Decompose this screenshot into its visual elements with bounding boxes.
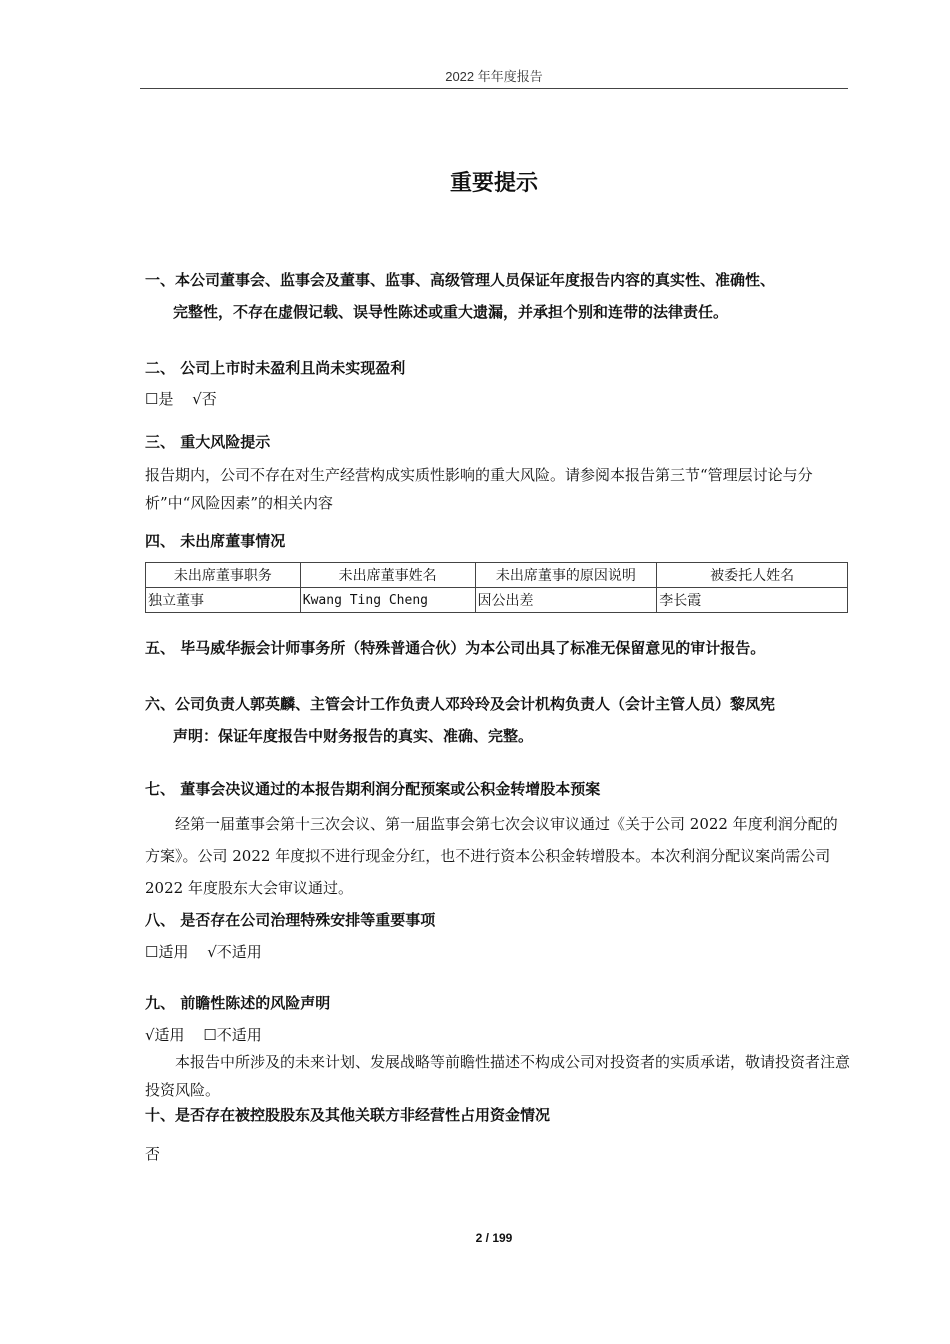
section-9-options bbox=[145, 1023, 850, 1047]
section-1-line2: 完整性，不存在虚假记载、误导性陈述或重大遗漏，并承担个别和连带的法律责任。 bbox=[173, 303, 729, 321]
column-header: 未出席董事姓名 bbox=[300, 563, 475, 588]
section-6 bbox=[145, 688, 850, 752]
absent-directors-table bbox=[145, 562, 848, 613]
page-header: 2022 年年度报告 bbox=[445, 69, 543, 84]
section-10-answer: 否 bbox=[145, 1145, 161, 1163]
option-yes: ☐是 bbox=[145, 390, 174, 408]
section-8-options bbox=[145, 940, 850, 964]
section-8-heading: 八、 是否存在公司治理特殊安排等重要事项 bbox=[145, 911, 436, 929]
section-1 bbox=[145, 264, 850, 328]
section-3-heading: 三、 重大风险提示 bbox=[145, 433, 271, 451]
option-applicable: ☐适用 bbox=[145, 943, 189, 961]
section-2-options bbox=[145, 387, 850, 411]
section-2-heading: 二、 公司上市时未盈利且尚未实现盈利 bbox=[145, 359, 406, 377]
section-3-body: 报告期内，公司不存在对生产经营构成实质性影响的重大风险。请参阅本报告第三节“管理层讨论与分析”中“风险因素”的相关内容 bbox=[145, 466, 813, 512]
section-9-body: 本报告中所涉及的未来计划、发展战略等前瞻性描述不构成公司对投资者的实质承诺，敬请投资者注意投资风险。 bbox=[145, 1053, 851, 1099]
table-header-row bbox=[146, 563, 848, 588]
table-row bbox=[146, 588, 848, 613]
page-number: 2 / 199 bbox=[475, 1231, 513, 1245]
table-cell: 独立董事 bbox=[146, 588, 301, 613]
section-5: 五、 毕马威华振会计师事务所（特殊普通合伙）为本公司出具了标准无保留意见的审计报告。 bbox=[145, 639, 766, 657]
option-no: √否 bbox=[192, 390, 217, 408]
option-not-applicable: ☐不适用 bbox=[203, 1026, 262, 1044]
column-header: 未出席董事职务 bbox=[146, 563, 301, 588]
section-9-heading: 九、 前瞻性陈述的风险声明 bbox=[145, 994, 331, 1012]
option-not-applicable: √不适用 bbox=[207, 943, 262, 961]
section-6-line1: 六、公司负责人郭英麟、主管会计工作负责人邓玲玲及会计机构负责人（会计主管人员）黎凤宪 bbox=[145, 695, 776, 713]
table-cell: Kwang Ting Cheng bbox=[300, 588, 475, 613]
section-1-line1: 一、本公司董事会、监事会及董事、监事、高级管理人员保证年度报告内容的真实性、准确性、 bbox=[145, 271, 776, 289]
section-7-body: 经第一届董事会第十三次会议、第一届监事会第七次会议审议通过《关于公司 2022 年度利润分配的方案》。公司 2022 年度拟不进行现金分红，也不进行资本公积金转增股本。本次利润分配议案尚需公司 2022 年度股东大会审议通过。 bbox=[145, 815, 838, 897]
header-divider bbox=[140, 88, 848, 89]
table-cell: 李长霞 bbox=[657, 588, 848, 613]
column-header: 未出席董事的原因说明 bbox=[475, 563, 657, 588]
section-10-heading: 十、是否存在被控股股东及其他关联方非经营性占用资金情况 bbox=[145, 1106, 551, 1124]
option-applicable: √适用 bbox=[145, 1026, 185, 1044]
table-cell: 因公出差 bbox=[475, 588, 657, 613]
column-header: 被委托人姓名 bbox=[657, 563, 848, 588]
section-7-heading: 七、 董事会决议通过的本报告期利润分配预案或公积金转增股本预案 bbox=[145, 780, 601, 798]
page-title: 重要提示 bbox=[449, 171, 538, 196]
section-4-heading: 四、 未出席董事情况 bbox=[145, 532, 286, 550]
section-6-line2: 声明：保证年度报告中财务报告的真实、准确、完整。 bbox=[173, 727, 534, 745]
